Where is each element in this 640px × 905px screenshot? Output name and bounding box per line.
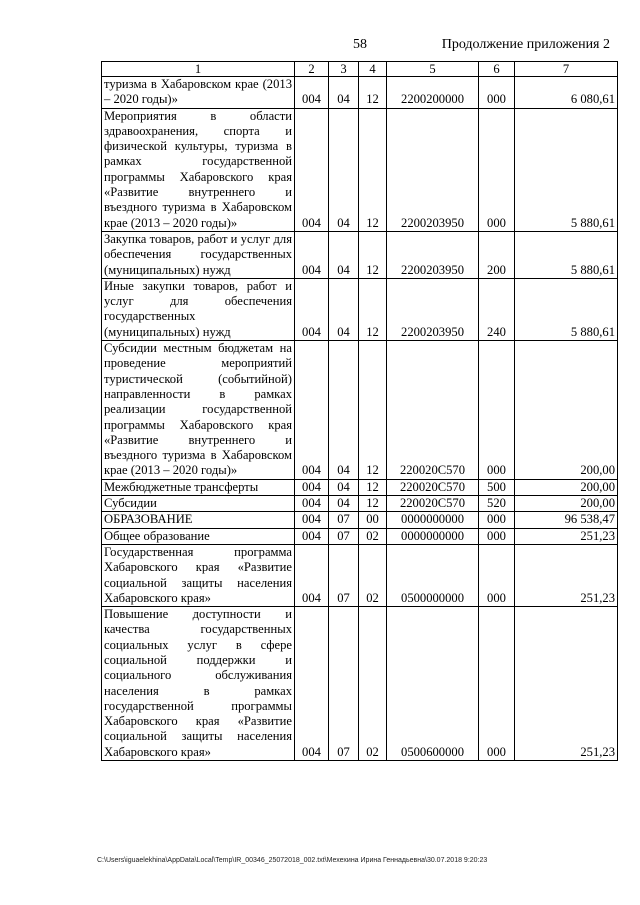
code-cell: 004 (295, 231, 329, 278)
row-name-cell: Субсидии (102, 496, 295, 512)
table-row (102, 231, 618, 278)
budget-table (101, 61, 618, 761)
column-header: 7 (515, 62, 618, 77)
code-cell: 02 (359, 528, 387, 544)
code-cell: 004 (295, 77, 329, 109)
code-cell: 0500600000 (387, 607, 479, 761)
code-cell: 000 (479, 607, 515, 761)
row-name-cell: туризма в Хабаровском крае (2013 – 2020 годы)» (102, 77, 295, 109)
row-name-cell: Общее образование (102, 528, 295, 544)
code-cell: 000 (479, 544, 515, 606)
amount-cell: 251,23 (515, 528, 618, 544)
amount-cell: 200,00 (515, 496, 618, 512)
row-name-cell: Иные закупки товаров, работ и услуг для обеспечения государственных (муниципальных) нужд (102, 278, 295, 340)
code-cell: 12 (359, 278, 387, 340)
code-cell: 12 (359, 341, 387, 480)
table-row (102, 341, 618, 480)
code-cell: 200 (479, 231, 515, 278)
code-cell: 004 (295, 607, 329, 761)
code-cell: 0000000000 (387, 512, 479, 528)
table-row (102, 108, 618, 231)
code-cell: 240 (479, 278, 515, 340)
code-cell: 0500000000 (387, 544, 479, 606)
table-row (102, 496, 618, 512)
table-row (102, 607, 618, 761)
code-cell: 2200203950 (387, 108, 479, 231)
code-cell: 07 (329, 528, 359, 544)
code-cell: 04 (329, 341, 359, 480)
code-cell: 220020С570 (387, 479, 479, 495)
table-row (102, 544, 618, 606)
document-path-footer: C:\Users\iguaelekhina\AppData\Local\Temp\IR_00346_25072018_002.txt\Мехехина Ирина Геннадьевна\30.07.2018 9:20:23 (97, 857, 488, 864)
amount-cell: 200,00 (515, 341, 618, 480)
column-header: 3 (329, 62, 359, 77)
code-cell: 02 (359, 607, 387, 761)
column-header: 4 (359, 62, 387, 77)
row-name-cell: Субсидии местным бюджетам на проведение мероприятий туристической (событийной) направленности в рамках реализации государственной программы Хабаровского края «Развитие внутреннего и въездного туризма в Хабаровском крае (2013 – 2020 годы)» (102, 341, 295, 480)
code-cell: 004 (295, 278, 329, 340)
code-cell: 04 (329, 77, 359, 109)
column-header: 5 (387, 62, 479, 77)
code-cell: 12 (359, 496, 387, 512)
code-cell: 07 (329, 607, 359, 761)
code-cell: 04 (329, 231, 359, 278)
code-cell: 004 (295, 512, 329, 528)
amount-cell: 5 880,61 (515, 278, 618, 340)
code-cell: 04 (329, 496, 359, 512)
code-cell: 04 (329, 108, 359, 231)
table-row (102, 528, 618, 544)
column-number-row (102, 62, 618, 77)
code-cell: 000 (479, 528, 515, 544)
code-cell: 04 (329, 479, 359, 495)
code-cell: 07 (329, 512, 359, 528)
code-cell: 004 (295, 479, 329, 495)
code-cell: 000 (479, 108, 515, 231)
code-cell: 12 (359, 108, 387, 231)
code-cell: 12 (359, 479, 387, 495)
code-cell: 04 (329, 278, 359, 340)
code-cell: 000 (479, 77, 515, 109)
row-name-cell: Государственная программа Хабаровского края «Развитие социальной защиты населения Хабаровского края» (102, 544, 295, 606)
amount-cell: 200,00 (515, 479, 618, 495)
table-row (102, 278, 618, 340)
column-header: 1 (102, 62, 295, 77)
code-cell: 07 (329, 544, 359, 606)
amount-cell: 251,23 (515, 607, 618, 761)
code-cell: 004 (295, 544, 329, 606)
code-cell: 2200203950 (387, 231, 479, 278)
code-cell: 520 (479, 496, 515, 512)
code-cell: 2200200000 (387, 77, 479, 109)
amount-cell: 96 538,47 (515, 512, 618, 528)
code-cell: 12 (359, 231, 387, 278)
table-row (102, 77, 618, 109)
code-cell: 004 (295, 528, 329, 544)
code-cell: 004 (295, 341, 329, 480)
row-name-cell: Мероприятия в области здравоохранения, спорта и физической культуры, туризма в рамках государственной программы Хабаровского края «Развитие внутреннего и въездного туризма в Хабаровском крае (2013 – 2020 годы)» (102, 108, 295, 231)
amount-cell: 5 880,61 (515, 231, 618, 278)
code-cell: 220020С570 (387, 341, 479, 480)
table-row (102, 512, 618, 528)
row-name-cell: Повышение доступности и качества государственных социальных услуг в сфере социальной поддержки и социального обслуживания населения в рамках государственной программы Хабаровского края «Развитие социальной защиты населения Хабаровского края» (102, 607, 295, 761)
code-cell: 000 (479, 512, 515, 528)
amount-cell: 6 080,61 (515, 77, 618, 109)
code-cell: 0000000000 (387, 528, 479, 544)
table-row (102, 479, 618, 495)
amount-cell: 251,23 (515, 544, 618, 606)
column-header: 2 (295, 62, 329, 77)
code-cell: 220020С570 (387, 496, 479, 512)
code-cell: 500 (479, 479, 515, 495)
page-number: 58 (353, 37, 367, 52)
row-name-cell: ОБРАЗОВАНИЕ (102, 512, 295, 528)
column-header: 6 (479, 62, 515, 77)
code-cell: 004 (295, 496, 329, 512)
continuation-note: Продолжение приложения 2 (441, 37, 610, 52)
code-cell: 12 (359, 77, 387, 109)
row-name-cell: Закупка товаров, работ и услуг для обеспечения государственных (муниципальных) нужд (102, 231, 295, 278)
code-cell: 004 (295, 108, 329, 231)
code-cell: 02 (359, 544, 387, 606)
code-cell: 00 (359, 512, 387, 528)
amount-cell: 5 880,61 (515, 108, 618, 231)
code-cell: 000 (479, 341, 515, 480)
row-name-cell: Межбюджетные трансферты (102, 479, 295, 495)
code-cell: 2200203950 (387, 278, 479, 340)
